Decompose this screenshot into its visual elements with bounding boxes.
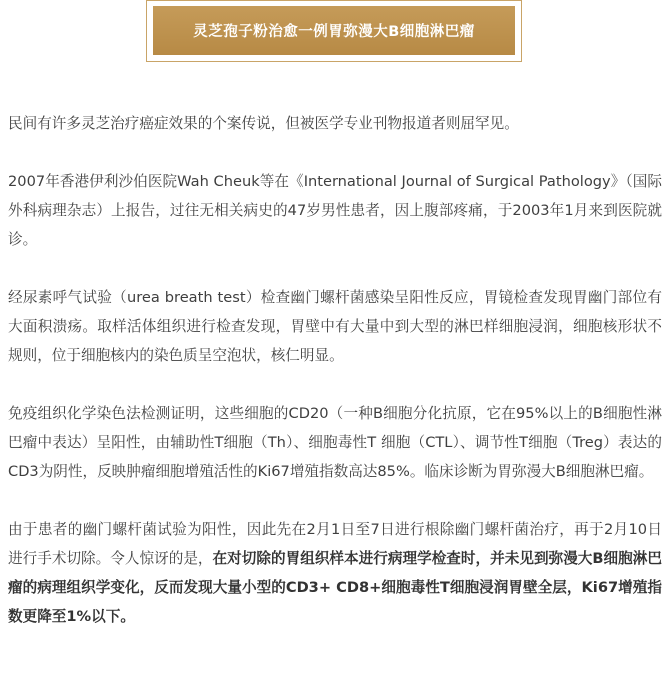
paragraph-treatment [8, 515, 662, 631]
paragraph-treatment-highlight: 在对切除的胃组织样本进行病理学检查时，并未见到弥漫大B细胞淋巴瘤的病理组织学变化，反而发现大量小型的CD3+ CD8+细胞毒性T细胞浸润胃壁全层，Ki67增殖指数更降至1%以下。 [8, 550, 662, 625]
title-banner-fill [153, 6, 515, 55]
article-title: 灵芝孢子粉治愈一例胃弥漫大B细胞淋巴瘤 [193, 24, 475, 40]
paragraph-intro: 民间有许多灵芝治疗癌症效果的个案传说，但被医学专业刊物报道者则屈罕见。 [8, 115, 519, 132]
title-banner [146, 0, 522, 62]
paragraph-treatment-text: 由于患者的幽门螺杆菌试验为阳性，因此先在2月1日至7日进行根除幽门螺杆菌治疗，再于2月10日进行手术切除。令人惊讶的是， [8, 521, 662, 567]
paragraph-case-report: 2007年香港伊利沙伯医院Wah Cheuk等在《International Journal of Surgical Pathology》（国际外科病理杂志）上报告，过往无相关病史的47岁男性患者，因上腹部疼痛，于2003年1月来到医院就诊。 [8, 173, 662, 248]
paragraph-examination: 经尿素呼气试验（urea breath test）检查幽门螺杆菌感染呈阳性反应，胃镜检查发现胃幽门部位有大面积溃疡。取样活体组织进行检查发现，胃壁中有大量中到大型的淋巴样细胞浸润，细胞核形状不规则，位于细胞核内的染色质呈空泡状，核仁明显。 [8, 289, 662, 364]
paragraph-immunohistochemistry: 免疫组织化学染色法检测证明，这些细胞的CD20（一种B细胞分化抗原，它在95%以上的B细胞性淋巴瘤中表达）呈阳性，由辅助性T细胞（Th）、细胞毒性T 细胞（CTL）、调节性T细胞（Treg）表达的CD3为阴性，反映肿瘤细胞增殖活性的Ki67增殖指数高达85%。临床诊断为胃弥漫大B细胞淋巴瘤。 [8, 405, 662, 480]
article-body [8, 109, 662, 631]
